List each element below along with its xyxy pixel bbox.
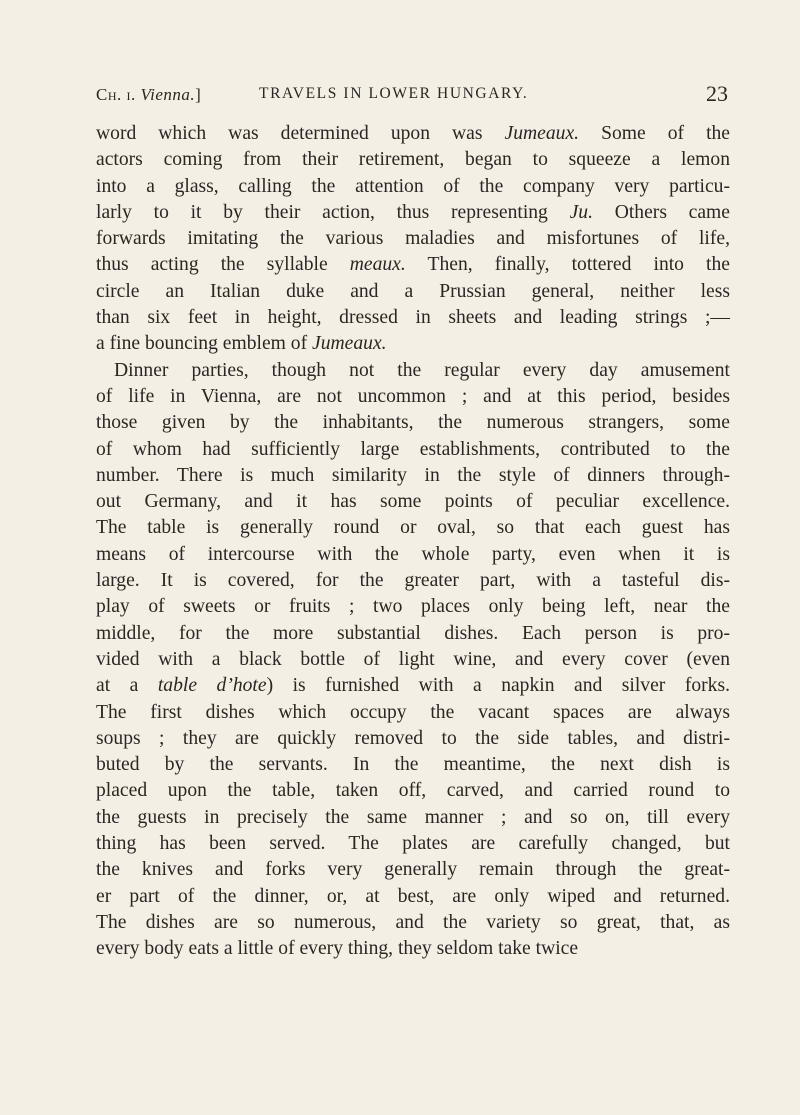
text-line [96, 857, 730, 883]
italic-text: meaux. [349, 254, 406, 276]
text-run: circle an Italian duke and a Prussian general, neither less [96, 280, 730, 302]
text-run: larly to it by their action, thus representing [96, 201, 570, 223]
text-line [96, 778, 730, 804]
text-run: every body eats a little of every thing, they seldom take twice [96, 938, 579, 960]
text-line [96, 305, 730, 331]
italic-text: Jumeaux. [504, 123, 580, 144]
italic-text: table d’hote [157, 675, 267, 697]
text-run: thus acting the syllable [96, 254, 350, 276]
body-text [96, 121, 730, 963]
text-run: out Germany, and it has some points of peculiar excellence. [96, 491, 730, 513]
text-run: the guests in precisely the same manner ; and so on, till every [96, 806, 730, 828]
chapter-reference: Ch. i. Vienna.] [96, 85, 202, 104]
text-line [96, 410, 730, 436]
text-run: means of intercourse with the whole party, even when it is [96, 543, 730, 565]
text-run: at a [96, 675, 158, 697]
text-run: than six feet in height, dressed in sheets and leading strings ;— [96, 307, 730, 329]
text-run: Others came [592, 201, 730, 223]
text-run: actors coming from their retirement, began to squeeze a lemon [96, 149, 730, 171]
italic-text: Ju. [569, 201, 593, 223]
text-run: middle, for the more substantial dishes. Each person is pro- [96, 622, 730, 644]
text-run: er part of the dinner, or, at best, are only wiped and returned. [96, 885, 730, 907]
text-line [96, 594, 730, 620]
text-line [96, 200, 730, 226]
text-line [96, 831, 730, 857]
text-run: large. It is covered, for the greater part, with a tasteful dis- [96, 570, 730, 592]
text-run: soups ; they are quickly removed to the side tables, and distri- [96, 727, 730, 749]
text-line [96, 910, 730, 936]
text-line [96, 647, 730, 673]
text-line [96, 752, 730, 778]
text-run: thing has been served. The plates are carefully changed, but [96, 833, 730, 855]
text-run: Then, finally, tottered into the [405, 254, 730, 276]
text-run: Dinner parties, though not the regular every day amusement [114, 359, 730, 381]
text-line [96, 673, 730, 699]
text-run: of whom had sufficiently large establishments, contributed to the [96, 438, 730, 460]
text-line [96, 805, 730, 831]
text-run: buted by the servants. In the meantime, the next dish is [96, 754, 730, 776]
text-run: a fine bouncing emblem of [96, 333, 313, 355]
text-run: of life in Vienna, are not uncommon ; and at this period, besides [96, 385, 730, 407]
text-run: into a glass, calling the attention of the company very particu- [96, 175, 730, 197]
text-line [96, 226, 730, 252]
text-run: placed upon the table, taken off, carved, and carried round to [96, 780, 730, 802]
text-run: The dishes are so numerous, and the variety so great, that, as [96, 911, 730, 933]
text-line [96, 884, 730, 910]
text-line [96, 700, 730, 726]
text-run: Some of the [579, 123, 731, 144]
text-line [96, 147, 730, 173]
chapter-place: Vienna. [140, 85, 196, 104]
italic-text: Jumeaux. [312, 333, 387, 355]
running-header [96, 81, 728, 111]
text-run: The first dishes which occupy the vacant spaces are always [96, 701, 730, 723]
text-line [96, 358, 730, 384]
text-run: The table is generally round or oval, so that each guest has [96, 517, 730, 539]
text-line [96, 726, 730, 752]
page-number: 23 [706, 81, 728, 106]
text-run: play of sweets or fruits ; two places only being left, near the [96, 596, 730, 618]
text-line [96, 463, 730, 489]
text-line [96, 121, 730, 147]
text-run: number. There is much similarity in the style of dinners through- [96, 464, 730, 486]
text-run: word which was determined upon was [96, 123, 505, 144]
text-run: those given by the inhabitants, the numerous strangers, some [96, 412, 730, 434]
text-line [96, 174, 730, 200]
running-title: TRAVELS IN LOWER HUNGARY. [259, 85, 529, 102]
text-line [96, 515, 730, 541]
text-line [96, 542, 730, 568]
text-line [96, 568, 730, 594]
text-line [96, 252, 730, 278]
text-run: the knives and forks very generally remain through the great- [96, 859, 730, 881]
text-line [96, 621, 730, 647]
text-run: forwards imitating the various maladies and misfortunes of life, [96, 228, 730, 250]
text-line [96, 489, 730, 515]
text-run: vided with a black bottle of light wine, and every cover (even [96, 648, 730, 670]
text-line [96, 384, 730, 410]
text-line [96, 437, 730, 463]
text-line [96, 279, 730, 305]
chapter-prefix: Ch. i. [96, 85, 136, 104]
text-line [96, 331, 730, 357]
text-line [96, 936, 730, 962]
text-run: ) is furnished with a napkin and silver forks. [266, 675, 730, 697]
